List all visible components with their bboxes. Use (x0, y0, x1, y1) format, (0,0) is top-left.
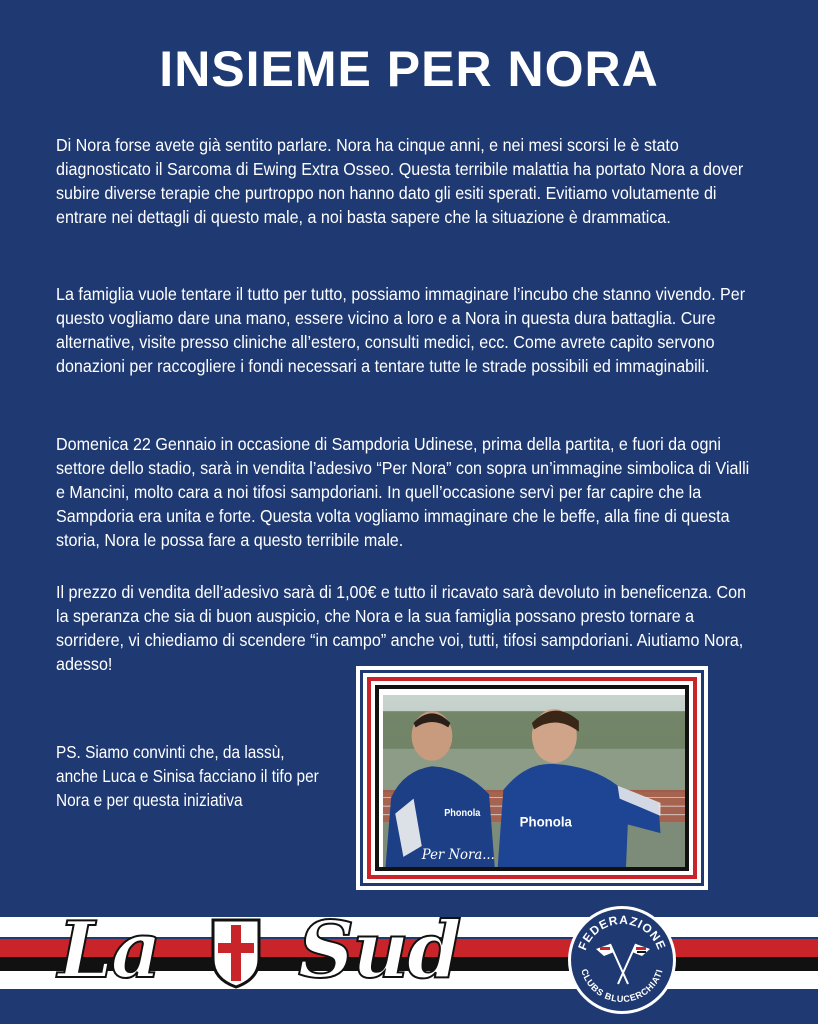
right-jersey-text: Phonola (519, 814, 572, 830)
paragraph-price: Il prezzo di vendita dell’adesivo sarà di 1,00€ e tutto il ricavato sarà devoluto in beneficenza. Con la speranza che sia di buon auspicio, che Nora e la sua famiglia possano presto tornare a sorridere, vi chiediamo di scendere “in campo” anche voi, tutti, tifosi sampdoriani. Aiutiamo Nora, adesso! (56, 582, 747, 674)
paragraph-intro: Di Nora forse avete già sentito parlare. Nora ha cinque anni, e nei mesi scorsi le è stato diagnosticato il Sarcoma di Ewing Extra Osseo. Questa terribile malattia ha portato Nora a dover subire diverse terapie che purtroppo non hanno dato gli esiti sperati. Evitiamo volutamente di entrare nei dettagli di questo male, a noi basta sapere che la situazione è drammatica. (56, 135, 744, 227)
left-jersey-text: Phonola (444, 807, 481, 819)
badge-bottom-text: CLUBS BLUCERCHIATI (579, 967, 665, 1005)
shield-cross-icon (210, 917, 262, 989)
federation-badge (566, 904, 678, 1016)
page-title: INSIEME PER NORA (159, 41, 659, 97)
badge-top-text: FEDERAZIONE (575, 912, 669, 953)
paragraph-family: La famiglia vuole tentare il tutto per tutto, possiamo immaginare l’incubo che stanno vivendo. Per questo vogliamo dare una mano, essere vicino a loro e a Nora in questa dura battaglia. Cure alternative, visite presso cliniche all’estero, consulti medici, ecc. Come avrete capito servono donazioni per raccogliere i fondi necessari a tentare tutte le strade possibili ed immaginabili. (56, 284, 746, 376)
vialli-mancini-photo (383, 695, 689, 871)
postscript: PS. Siamo convinti che, da lassù, anche Luca e Sinisa facciano il tifo per Nora e per questa iniziativa (56, 742, 319, 810)
la-sud-logo-left: La (58, 905, 160, 996)
photo-caption: Per Nora... (421, 846, 495, 864)
la-sud-logo-right: Sud (298, 905, 460, 996)
photo-frame (356, 666, 708, 890)
paragraph-event: Domenica 22 Gennaio in occasione di Sampdoria Udinese, prima della partita, e fuori da ogni settore dello stadio, sarà in vendita l’adesivo “Per Nora” con sopra un’immagine simbolica di Vialli e Mancini, molto cara a noi tifosi sampdoriani. In quell’occasione servì per far capire che la Sampdoria era unita e forte. Questa volta vogliamo immaginare che le beffe, alla fine di questa storia, Nora le possa fare a questo terribile male. (56, 434, 750, 550)
